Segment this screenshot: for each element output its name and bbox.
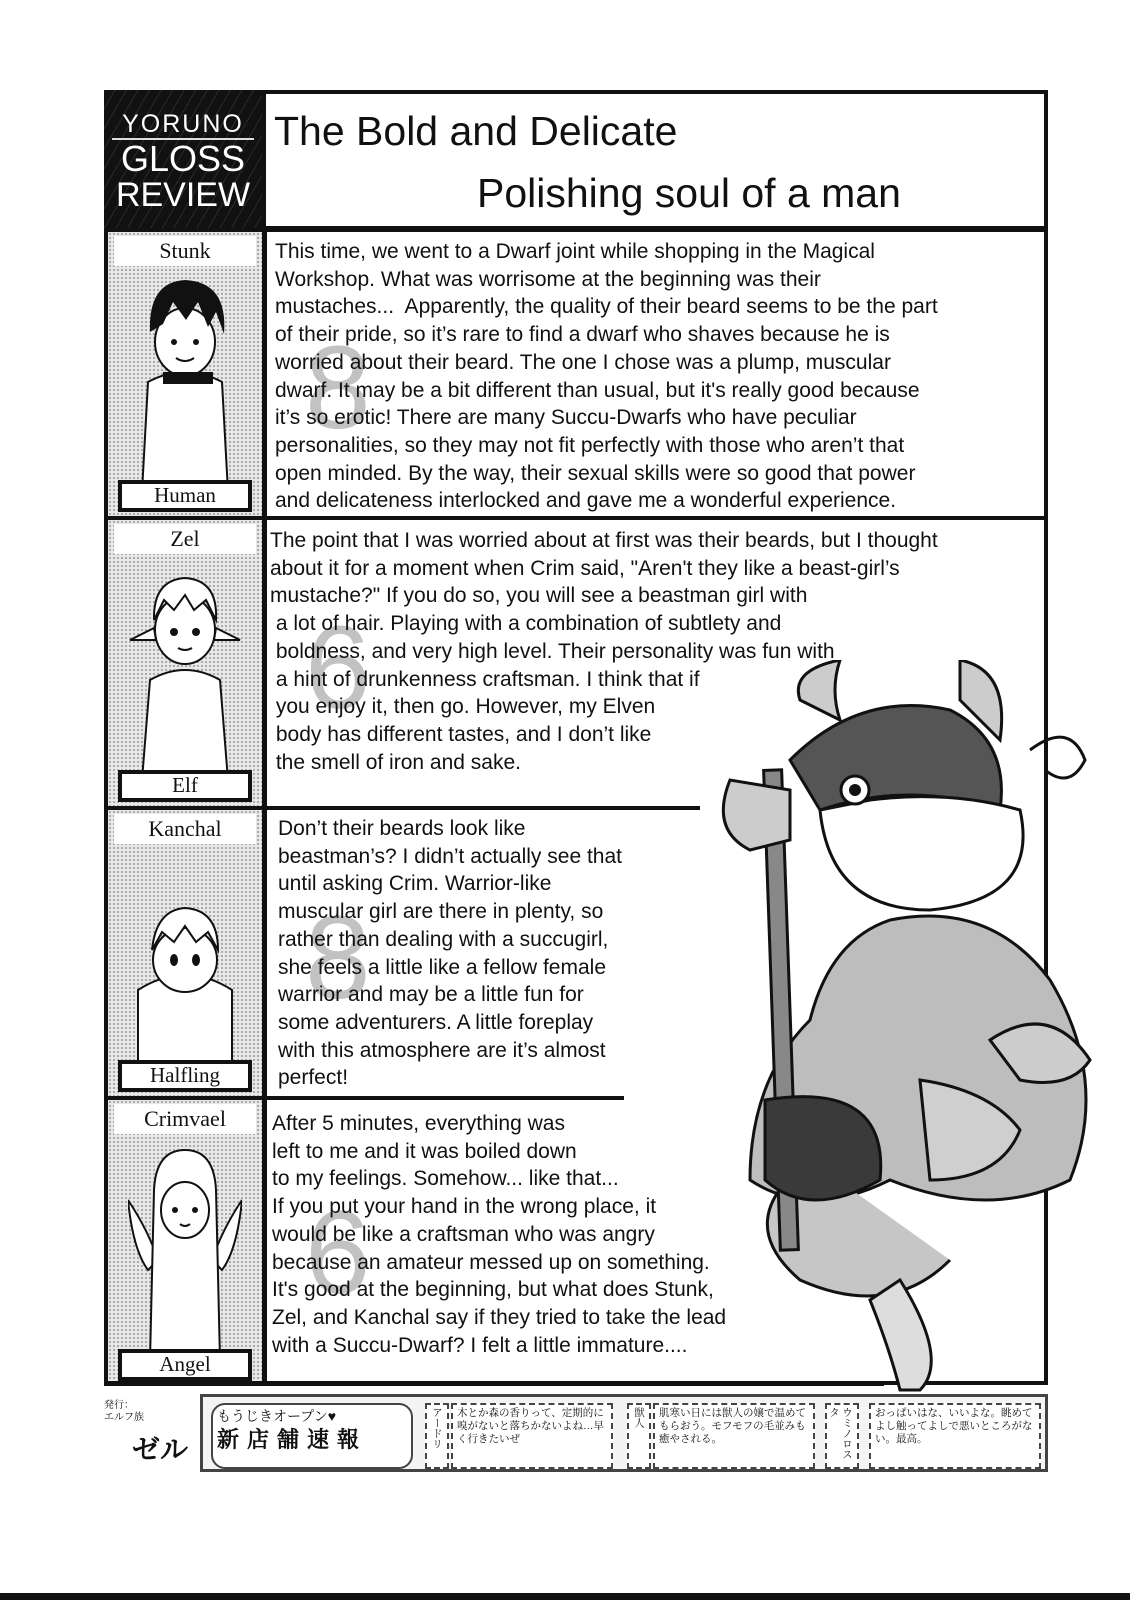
review-score: 6	[305, 602, 371, 734]
review-score: 8	[305, 322, 371, 454]
review-line: perfect!	[278, 1066, 349, 1090]
review-line: until asking Crim. Warrior-like	[278, 872, 552, 896]
review-line: It's good at the beginning, but what does Stunk,	[272, 1278, 714, 1302]
crimvael-portrait	[128, 1140, 242, 1360]
review-line: a lot of hair. Playing with a combination of subtlety and	[270, 612, 782, 636]
review-line: with this atmosphere are it’s almost	[278, 1038, 606, 1062]
review-line: some adventurers. A little foreplay	[278, 1010, 594, 1034]
review-line: warrior and may be a little fun for	[278, 983, 584, 1007]
reviewer-race: Elf	[118, 770, 252, 802]
reviewer-cell-crimvael	[108, 1100, 262, 1385]
review-line: Don’t their beards look like	[278, 817, 526, 840]
reviewer-name: Zel	[114, 524, 256, 554]
zel-portrait	[128, 560, 242, 780]
news-item-text: 肌寒い日には獣人の嬢で温めてもらおう。モフモフの毛並みも癒やされる。	[653, 1403, 815, 1469]
review-line: rather than dealing with a succugirl,	[278, 927, 609, 951]
review-line: the smell of iron and sake.	[270, 750, 521, 774]
publisher-label: 発行：	[104, 1400, 134, 1411]
review-line: because an amateur messed up on something.	[272, 1250, 710, 1274]
reviewer-name: Stunk	[114, 236, 256, 266]
news-title: 新店舗速報	[217, 1427, 368, 1452]
review-line: The point that I was worried about at first was their beards, but I thought	[270, 529, 938, 552]
stunk-portrait	[128, 272, 242, 492]
reviewer-name: Kanchal	[114, 814, 256, 844]
review-text-stunk	[275, 238, 938, 515]
column-divider	[262, 230, 267, 1385]
review-line: Workshop. What was worrisome at the beginning was their	[275, 267, 821, 291]
review-text-kanchal	[278, 815, 622, 1092]
review-text-crimvael	[272, 1110, 726, 1359]
title-line-2: Polishing soul of a man	[477, 170, 901, 216]
review-line: to my feelings. Somehow... like that...	[272, 1167, 619, 1191]
logo-line-3: REVIEW	[115, 176, 251, 214]
review-text-zel	[270, 527, 938, 776]
new-store-news-banner	[200, 1394, 1048, 1472]
review-line: of their pride, so it’s rare to find a dwarf who shaves because he is	[275, 323, 890, 347]
review-line: with a Succu-Dwarf? I felt a little immature....	[272, 1333, 688, 1357]
publisher-group: エルフ族	[104, 1412, 144, 1423]
review-line: After 5 minutes, everything was	[272, 1112, 565, 1135]
review-line: it’s so erotic! There are many Succu-Dwarfs who have peculiar	[275, 406, 857, 430]
gloss-review-logo	[104, 90, 262, 230]
review-line: worried about their beard. The one I chose was a plump, muscular	[275, 350, 891, 374]
frame-bottom	[104, 1381, 884, 1386]
logo-line-2: GLOSS	[120, 138, 246, 179]
page-bottom-edge	[0, 1593, 1130, 1600]
review-line: mustache?" If you do so, you will see a beastman girl with	[270, 584, 808, 608]
review-line: a hint of drunkenness craftsman. I think that if	[270, 667, 700, 691]
news-item-tag: アードリ	[425, 1403, 449, 1469]
review-line: Zel, and Kanchal say if they tried to take the lead	[272, 1305, 727, 1329]
kanchal-portrait	[128, 850, 242, 1070]
review-line: beastman’s? I didn’t actually see that	[278, 844, 622, 868]
review-line: you enjoy it, then go. However, my Elven	[270, 695, 656, 719]
review-line: If you put your hand in the wrong place, it	[272, 1195, 657, 1219]
logo-line-1: YORUNO	[112, 110, 254, 140]
publisher-credit	[104, 1400, 144, 1424]
review-line: and delicateness interlocked and gave me a wonderful experience.	[275, 489, 897, 513]
review-line: she feels a little like a fellow female	[278, 955, 606, 979]
news-item-text: 木とか森の香りって、定期的に嗅がないと落ちかないよね…早く行きたいぜ	[451, 1403, 613, 1469]
news-title-box	[211, 1403, 413, 1469]
review-line: mustaches... Apparently, the quality of their beard seems to be the part	[275, 295, 938, 319]
reviewer-cell-zel	[108, 520, 262, 806]
news-item-tag: 獣人	[627, 1403, 651, 1469]
review-score: 8	[305, 892, 371, 1024]
review-line: personalities, so they may not fit perfectly with those who aren’t that	[275, 433, 905, 457]
reviewer-name: Crimvael	[114, 1104, 256, 1134]
news-item-tag: ウミノロスタ	[825, 1403, 859, 1469]
review-line: muscular girl are there in plenty, so	[278, 900, 604, 924]
review-line: This time, we went to a Dwarf joint while shopping in the Magical	[275, 240, 875, 263]
review-line: left to me and it was boiled down	[272, 1139, 577, 1163]
reviewer-race: Human	[118, 480, 252, 512]
reviewer-cell-stunk	[108, 232, 262, 516]
reviewer-cell-kanchal	[108, 810, 262, 1096]
reviewer-race: Halfling	[118, 1060, 252, 1092]
news-item-text: おっぱいはな、いいよな。眺めてよし触ってよしで悪いところがない。最高。	[869, 1403, 1041, 1469]
title-line-1: The Bold and Delicate	[274, 108, 678, 154]
review-line: dwarf. It may be a bit different than usual, but it's really good because	[275, 378, 920, 402]
open-soon-label: もうじきオープン♥	[217, 1408, 337, 1424]
publisher-name: ゼル	[132, 1434, 189, 1465]
review-line: boldness, and very high level. Their personality was fun with	[270, 639, 835, 663]
review-line: open minded. By the way, their sexual skills were so good that power	[275, 461, 916, 485]
review-score: 6	[305, 1187, 371, 1319]
review-line: would be like a craftsman who was angry	[272, 1222, 655, 1246]
reviewer-race: Angel	[118, 1349, 252, 1381]
review-line: about it for a moment when Crim said, "Aren't they like a beast-girl’s	[270, 556, 900, 580]
review-line: body has different tastes, and I don’t like	[270, 722, 652, 746]
